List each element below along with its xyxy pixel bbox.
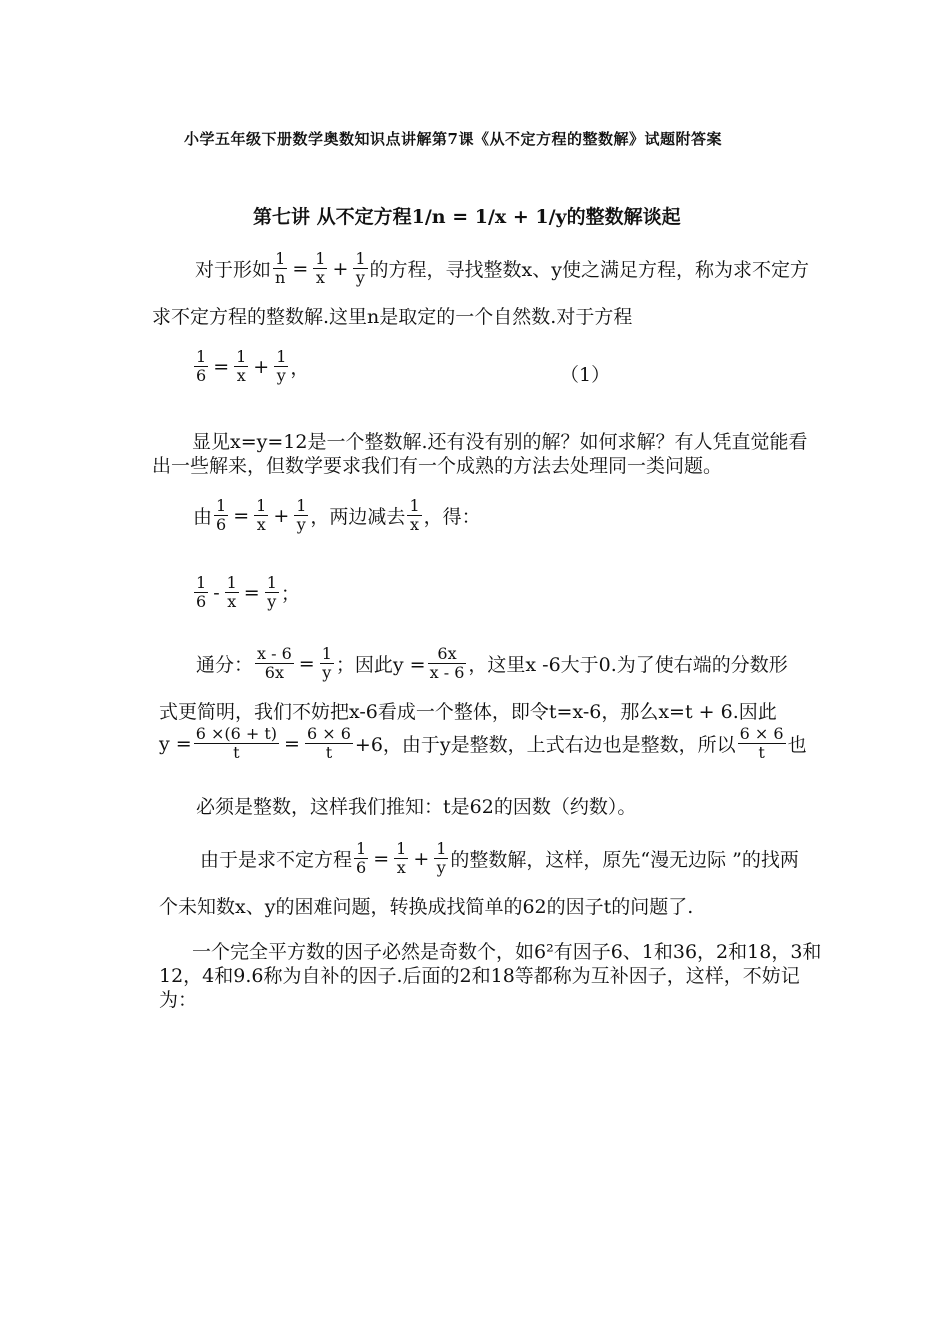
operator: = xyxy=(298,652,315,675)
para6-line2: 个未知数x、y的困难问题，转换成找简单的62的因子t的问题了. xyxy=(159,896,694,918)
para3-text: 由 xyxy=(193,506,213,528)
fraction: $\frac{x - 6}{6x}$ xyxy=(257,644,292,682)
fraction: $\frac{1}{6}$ xyxy=(196,347,207,385)
para4-line1 xyxy=(196,645,788,682)
para7-line1: 一个完全平方数的因子必然是奇数个，如6²有因子6、1和36，2和18，3和 xyxy=(192,941,822,963)
para7-line3: 为： xyxy=(159,989,198,1011)
para1-line1 xyxy=(195,250,809,287)
fraction: $\frac{1}{6}$ xyxy=(356,839,367,877)
para2-line2: 出一些解来，但数学要求我们有一个成熟的方法去处理同一类问题。 xyxy=(152,455,723,477)
fraction: $\frac{1}{n}$ xyxy=(275,249,286,287)
para4-text: 通分： xyxy=(196,654,254,676)
para3-text: ，两边减去 xyxy=(310,506,406,528)
operator: = xyxy=(243,581,260,604)
fraction: $\frac{6x}{x - 6}$ xyxy=(429,644,465,682)
operator: = xyxy=(292,257,309,280)
fraction: $\frac{1}{x}$ xyxy=(236,347,247,385)
fraction: $\frac{1}{y}$ xyxy=(436,839,447,877)
fraction: $\frac{1}{y}$ xyxy=(355,249,366,287)
fraction: $\frac{1}{x}$ xyxy=(396,839,407,877)
operator: + xyxy=(332,257,349,280)
fraction: $\frac{6 \times(6 + t)}{t}$ xyxy=(195,724,278,762)
operator: = xyxy=(373,847,390,870)
equation-1 xyxy=(192,348,309,385)
para5: 必须是整数，这样我们推知：t是62的因数（约数）。 xyxy=(196,796,637,818)
fraction: $\frac{1}{x}$ xyxy=(315,249,326,287)
para4-text: 也 xyxy=(787,734,807,756)
operator: - xyxy=(213,581,220,604)
para3-line xyxy=(193,497,481,534)
equation-tail: ， xyxy=(290,357,310,379)
para7-line2: 12，4和9.6称为自补的因子.后面的2和18等都称为互补因子，这样，不妨记 xyxy=(159,965,800,987)
lecture-heading: 第七讲 从不定方程1/n = 1/x + 1/y的整数解谈起 xyxy=(253,206,681,228)
para2-line1: 显见x=y=12是一个整数解.还有没有别的解？如何求解？有人凭直觉能看 xyxy=(192,431,808,453)
fraction: $\frac{1}{x}$ xyxy=(409,496,420,534)
equation-label: （1） xyxy=(560,364,611,386)
fraction: $\frac{1}{6}$ xyxy=(216,496,227,534)
fraction: $\frac{6 \times 6}{t}$ xyxy=(306,724,351,762)
para4-line2: 式更简明，我们不妨把x-6看成一个整体，即令t=x-6，那么x=t + 6.因此 xyxy=(159,701,777,723)
operator: + xyxy=(253,355,270,378)
operator: = xyxy=(284,732,300,755)
para4-text: +6，由于y是整数，上式右边也是整数，所以 xyxy=(354,734,736,756)
fraction: $\frac{1}{x}$ xyxy=(256,496,267,534)
operator: + xyxy=(273,504,290,527)
fraction: $\frac{6 \times 6}{t}$ xyxy=(739,724,784,762)
para4-text: ，这里x -6大于0.为了使右端的分数形 xyxy=(468,654,788,676)
para1-text: 对于形如 xyxy=(195,259,272,281)
para1-text: 的方程，寻找整数x、y使之满足方程，称为求不定方 xyxy=(369,259,809,281)
fraction: $\frac{1}{y}$ xyxy=(276,347,287,385)
para6-text: 的整数解，这样，原先“漫无边际 ”的找两 xyxy=(450,849,799,871)
para3-text: ，得： xyxy=(423,506,481,528)
para4-text: ；因此y = xyxy=(335,654,426,676)
operator: + xyxy=(413,847,430,870)
equation-tail: ； xyxy=(280,583,300,605)
equation-2 xyxy=(192,574,300,611)
fraction: $\frac{1}{y}$ xyxy=(296,496,307,534)
fraction: $\frac{1}{y}$ xyxy=(321,644,332,682)
para1-line2: 求不定方程的整数解.这里n是取定的一个自然数.对于方程 xyxy=(152,306,633,328)
para6-text: 由于是求不定方程 xyxy=(200,849,353,871)
fraction: $\frac{1}{y}$ xyxy=(266,573,277,611)
document-title: 小学五年级下册数学奥数知识点讲解第7课《从不定方程的整数解》试题附答案 xyxy=(184,130,722,148)
para4-line3 xyxy=(159,725,807,762)
para4-text: y = xyxy=(159,732,192,755)
fraction: $\frac{1}{6}$ xyxy=(196,573,207,611)
operator: = xyxy=(233,504,250,527)
para6-line1 xyxy=(200,840,799,877)
fraction: $\frac{1}{x}$ xyxy=(226,573,237,611)
operator: = xyxy=(213,355,230,378)
